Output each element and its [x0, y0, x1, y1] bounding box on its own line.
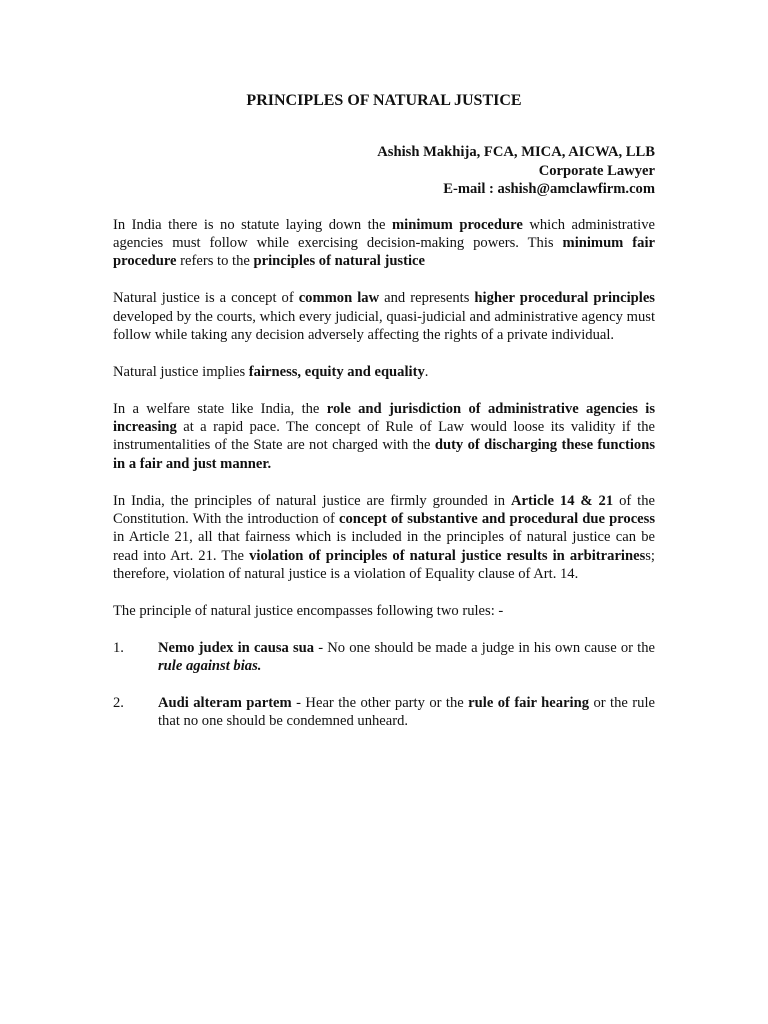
paragraph [113, 289, 655, 344]
bold-text: fairness, equity and equality [248, 363, 425, 380]
bold-text: role and jurisdiction of administrative agencies is increasing [113, 400, 655, 436]
body-text: refers to the [176, 253, 254, 270]
bold-text: Article 14 & 21 [511, 492, 614, 509]
body-text: - Hear the other party or the [291, 695, 469, 712]
bold-text: Nemo judex in causa sua [158, 639, 315, 656]
body-text: In India, the principles of natural justice are firmly grounded in [113, 492, 512, 509]
body-text: and represents [379, 290, 475, 307]
bold-text: higher procedural principles [474, 290, 655, 307]
body-text: - No one should be made a judge in his own cause or the [314, 639, 655, 656]
body-text: In a welfare state like India, the [113, 400, 327, 417]
body-text: of the Constitution. With the introduction of [113, 492, 655, 528]
body-text: in Article 21, all that fairness which is included in the principles of natural justice can be read into Art. 21. The [113, 529, 655, 564]
body-text: at a rapid pace. The concept of Rule of Law would loose its validity if the instrumentalities of the State are not charged with the [113, 419, 655, 454]
bold-text: minimum procedure [392, 216, 523, 233]
body-text: developed by the courts, which every judicial, quasi-judicial and administrative agency must follow while taking any decision adversely affecting the rights of a private individual. [113, 308, 655, 344]
bold-text [158, 658, 261, 674]
body-text: . [424, 363, 429, 380]
document-title: PRINCIPLES OF NATURAL JUSTICE [246, 92, 522, 109]
author-block [113, 143, 655, 198]
paragraph [113, 216, 655, 271]
paragraph [113, 602, 655, 620]
body-text: which administrative agencies must follow while exercising decision-making powers. This [113, 216, 656, 252]
body-text: In India there is no statute laying down the [113, 216, 393, 233]
bold-text: violation of principles of natural justice results in arbitrarines [249, 547, 646, 564]
paragraph [113, 363, 655, 381]
author-email: E-mail : ashish@amclawfirm.com [443, 181, 655, 198]
rule-item [113, 639, 655, 676]
author-name: Ashish Makhija, FCA, MICA, AICWA, LLB [377, 144, 655, 161]
bold-text: concept of substantive and procedural due process [339, 511, 656, 528]
bold-text: principles of natural justice [253, 253, 425, 270]
rule-item [113, 694, 655, 731]
emphasis-text: rule against bias. [158, 658, 262, 675]
paragraph [113, 400, 655, 474]
body-text: The principle of natural justice encompasses following two rules: - [113, 603, 504, 620]
body-text: Natural justice implies [113, 363, 249, 380]
bold-text: rule of fair hearing [468, 695, 590, 712]
body-text: Natural justice is a concept of [113, 290, 299, 307]
rule-number: 1. [113, 639, 124, 656]
body-text: or the rule that no one should be condemned unheard. [158, 695, 655, 730]
bold-text: minimum fair procedure [113, 235, 655, 270]
body-text: s; therefore, violation of natural justice is a violation of Equality clause of Art. 14. [113, 547, 655, 583]
author-role: Corporate Lawyer [538, 162, 655, 179]
bold-text: duty of discharging these functions in a fair and just manner. [113, 437, 656, 472]
paragraph-list [113, 216, 655, 621]
document-body [113, 92, 655, 749]
rule-number: 2. [113, 695, 124, 712]
bold-text: common law [298, 290, 380, 307]
paragraph [113, 492, 655, 584]
rules-list [113, 639, 655, 731]
bold-text: Audi alteram partem [158, 695, 292, 712]
